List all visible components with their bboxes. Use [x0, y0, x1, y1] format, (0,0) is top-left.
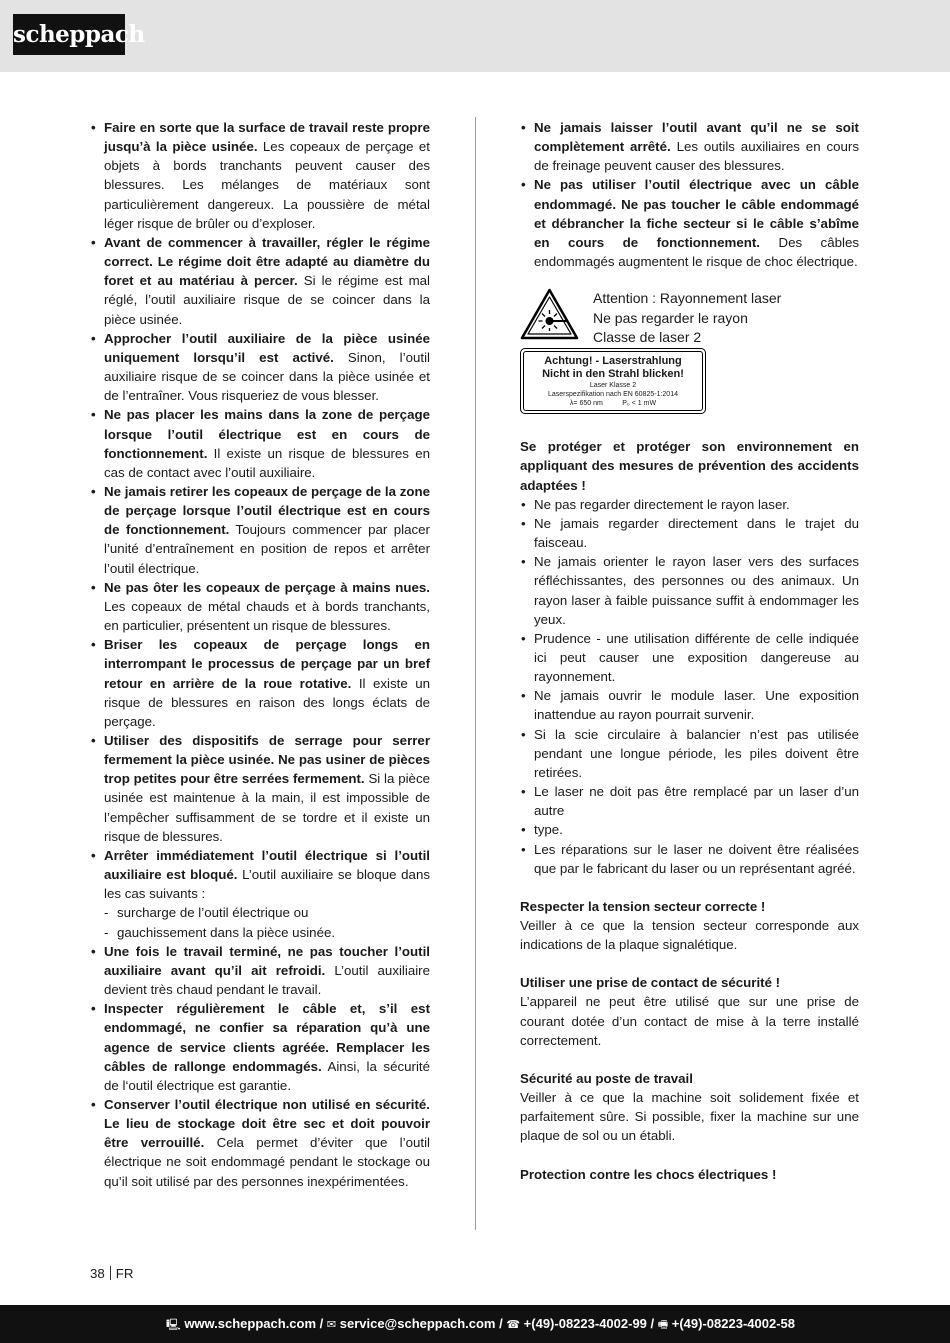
list-item: • Ne jamais laisser l’outil avant qu’il ne se soit complètement arrêté. Les outils auxiliaires en cours de freinage peuvent causer des blessures.	[520, 118, 859, 175]
footer-email[interactable]: service@scheppach.com /	[339, 1316, 503, 1331]
section-heading: Respecter la tension secteur correcte !	[520, 898, 766, 914]
list-item: • Si la scie circulaire à balancier n’est pas utilisée pendant une longue période, les piles doivent être retirées.	[520, 725, 859, 782]
list-item: • Le laser ne doit pas être remplacé par un laser d’un autre	[520, 782, 859, 820]
list-item: • Avant de commencer à travailler, régler le régime correct. Le régime doit être adapté au diamètre du foret et au matériau à percer. Si le régime est mal réglé, l’outil auxiliaire risque de se coincer dans la pièce usinée.	[90, 233, 430, 329]
section-heading: Utiliser une prise de contact de sécurité !	[520, 975, 781, 991]
workplace-section	[520, 1069, 859, 1146]
footer-fax: +(49)-08223-4002-58	[671, 1316, 795, 1331]
laser-safety-heading: Se protéger et protéger son environnement en appliquant des mesures de prévention des accidents adaptées !	[520, 439, 859, 493]
list-item: • Ne jamais ouvrir le module laser. Une exposition inattendue au rayon pourrait survenir.	[520, 686, 859, 724]
list-item: • Ne jamais regarder directement dans le trajet du faisceau.	[520, 514, 859, 552]
computer-icon: 🖳	[166, 1319, 181, 1331]
list-item: • type.	[520, 820, 859, 839]
socket-section	[520, 973, 859, 1050]
list-item: • Ne pas ôter les copeaux de perçage à mains nues. Les copeaux de métal chauds et à bords tranchants, en particulier, présentent un risque de blessures.	[90, 578, 430, 635]
sub-list-item: - surcharge de l’outil électrique ou	[104, 903, 430, 922]
sub-list	[104, 903, 430, 941]
phone-icon: ☎	[506, 1319, 521, 1331]
section-text: L’appareil ne peut être utilisé que sur une prise de courant dotée d’un contact de mise à la terre installé correctement.	[520, 994, 859, 1048]
electric-shock-section	[520, 1165, 859, 1184]
list-item: • Ne pas regarder directement le rayon laser.	[520, 495, 859, 514]
list-item: • Ne pas placer les mains dans la zone de perçage lorsque l’outil électrique est en cours de fonctionnement. Il existe un risque de blessures en cas de contact avec l’outil auxiliaire.	[90, 405, 430, 482]
laser-warning-icon	[520, 288, 579, 340]
list-item: • Prudence - une utilisation différente de celle indiquée ici peut causer une exposition dangereuse au rayonnement.	[520, 629, 859, 686]
footer-phone: +(49)-08223-4002-99 /	[523, 1316, 655, 1331]
list-item: • Approcher l’outil auxiliaire de la pièce usinée uniquement lorsqu’il est activé. Sinon, l’outil auxiliaire risque de se coincer dans la pièce usinée et de l’entraîner. Vous risqueriez de vous blesser.	[90, 329, 430, 406]
sub-list-item: - gauchissement dans la pièce usinée.	[104, 923, 430, 942]
list-item: • Les réparations sur le laser ne doivent être réalisées que par le fabricant du laser ou un représentant agréé.	[520, 840, 859, 878]
section-text: Veiller à ce que la machine soit solidement fixée et parfaitement sûre. Si possible, fixer la machine sur une plaque de sol ou un établi.	[520, 1090, 859, 1144]
section-heading: Sécurité au poste de travail	[520, 1070, 693, 1086]
list-item: • Arrêter immédiatement l’outil électrique si l’outil auxiliaire est bloqué. L’outil auxiliaire se bloque dans les cas suivants : - surcharge de l’outil électrique ou - gauchissement dans la pièce usinée.	[90, 846, 430, 942]
footer-website[interactable]: www.scheppach.com /	[184, 1316, 324, 1331]
scheppach-logo: scheppach	[13, 14, 125, 55]
list-item: • Utiliser des dispositifs de serrage pour serrer fermement la pièce usinée. Ne pas usiner de pièces trop petites pour être serrées fermement. Si la pièce usinée est maintenue à la main, il est impossible de l’empêcher suffisamment de se tordre et il existe un risque de blessures.	[90, 731, 430, 846]
safety-list-right	[520, 118, 859, 271]
left-column	[90, 118, 430, 1191]
footer-contact	[166, 1315, 795, 1334]
fax-icon: 🖷	[657, 1319, 669, 1331]
list-item: • Une fois le travail terminé, ne pas toucher l’outil auxiliaire avant qu’il ait refroidi. L’outil auxiliaire devient très chaud pendant le travail.	[90, 942, 430, 999]
list-item: • Ne jamais orienter le rayon laser vers des surfaces réfléchissantes, des personnes ou des animaux. Un rayon laser à faible puissance suffit à endommager les yeux.	[520, 552, 859, 629]
column-divider	[475, 117, 476, 1230]
right-column	[520, 118, 859, 1184]
list-item: • Conserver l’outil électrique non utilisé en sécurité. Le lieu de stockage doit être sec et doit pouvoir être verrouillé. Cela permet d’éviter que l’outil électrique ne soit endommagé pendant le stockage ou qu’il soit utilisé par des personnes inexpérimentées.	[90, 1095, 430, 1191]
list-item: • Ne jamais retirer les copeaux de perçage de la zone de perçage lorsque l’outil électrique est en cours de fonctionnement. Toujours commencer par placer l’unité d’entraînement en position de repos et arrêter l’outil électrique.	[90, 482, 430, 578]
laser-safety-list	[520, 495, 859, 878]
laser-warning-text: Attention : Rayonnement laser Ne pas regarder le rayon Classe de laser 2	[593, 290, 782, 346]
laser-class-label: Achtung! - Laserstrahlung Nicht in den Strahl blicken! Laser Klasse 2 Laserspezifikation nach EN 60825-1:2014 λ= 650 nm P₀ < 1 mW	[520, 348, 706, 414]
list-item: • Inspecter régulièrement le câble et, s’il est endommagé, ne confier sa réparation qu’à une agence de service clients agréée. Remplacer les câbles de rallonge endommagés. Ainsi, la sécurité de l‘outil électrique est garantie.	[90, 999, 430, 1095]
section-heading: Protection contre les chocs électriques !	[520, 1166, 777, 1182]
header-band	[0, 0, 950, 72]
list-item: • Faire en sorte que la surface de travail reste propre jusqu’à la pièce usinée. Les copeaux de perçage et objets à bords tranchants peuvent causer des blessures. Les mélanges de matériaux sont particulièrement dangereux. La poussière de métal léger risque de brûler ou d’exploser.	[90, 118, 430, 233]
list-item: • Briser les copeaux de perçage longs en interrompant le processus de perçage par un bref retour en arrière de la roue rotative. Il existe un risque de blessures en raison des longs éclats de perçage.	[90, 635, 430, 731]
laser-warning-block	[520, 289, 859, 346]
email-icon: ✉	[326, 1319, 337, 1331]
voltage-section	[520, 897, 859, 954]
section-text: Veiller à ce que la tension secteur corresponde aux indications de la plaque signalétique.	[520, 918, 859, 953]
page-number: 38 FR	[90, 1266, 134, 1281]
list-item: • Ne pas utiliser l’outil électrique avec un câble endommagé. Ne pas toucher le câble endommagé et débrancher la fiche secteur si le câble s’abîme en cours de fonctionnement. Des câbles endommagés augmentent le risque de choc électrique.	[520, 175, 859, 271]
footer-bar	[0, 1305, 950, 1343]
safety-list-left	[90, 118, 430, 1191]
